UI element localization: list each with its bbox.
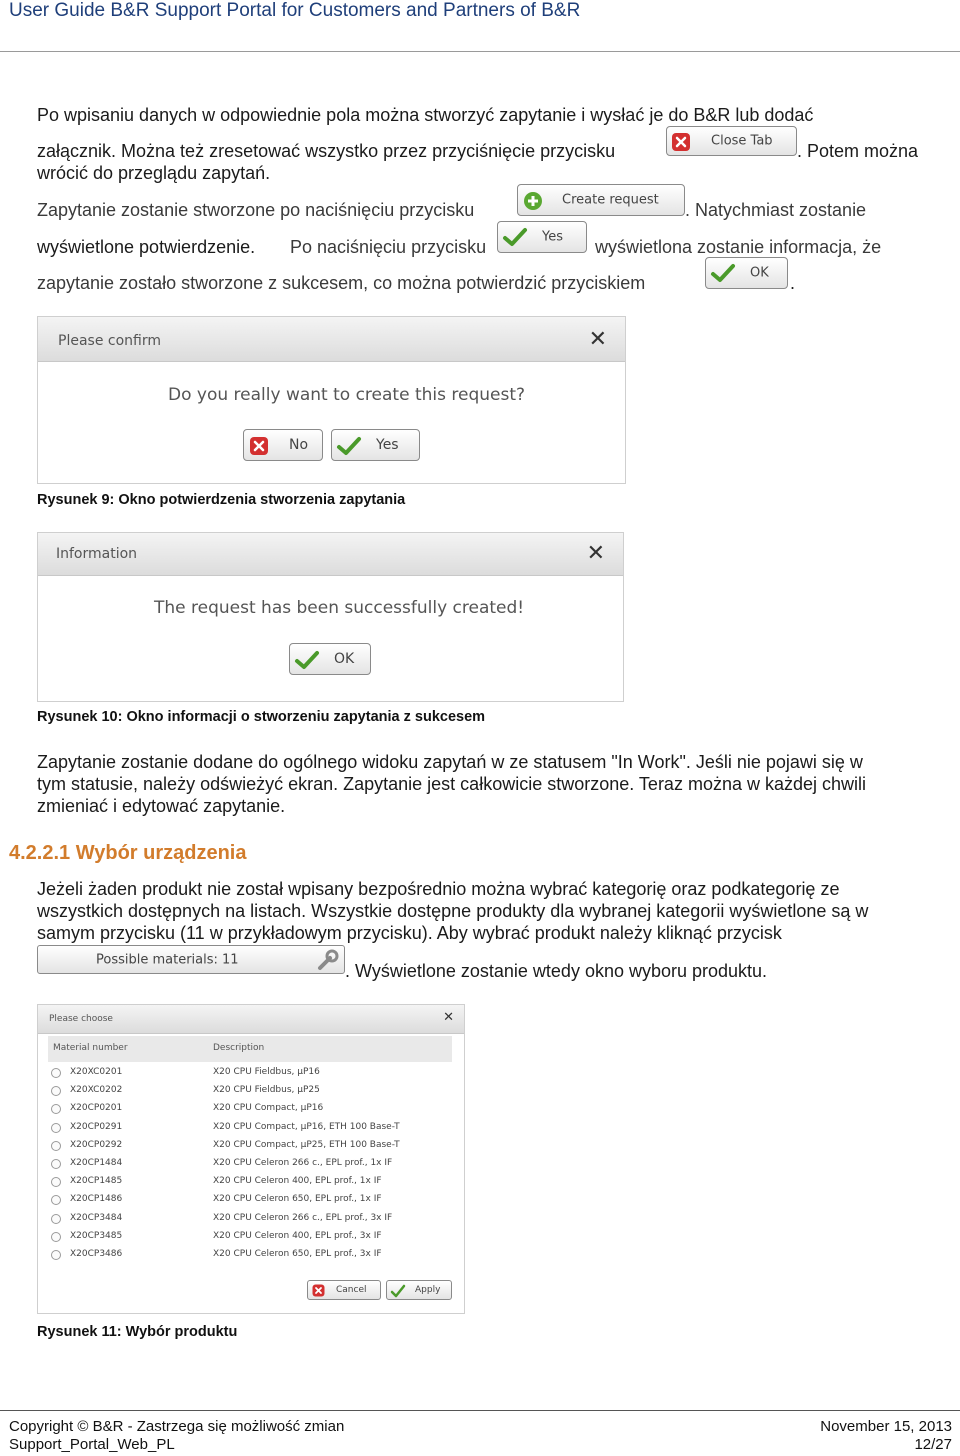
close-icon[interactable]: ✕ (588, 327, 607, 352)
ok-button-image: OK (705, 257, 788, 289)
table-row[interactable] (48, 1083, 452, 1101)
material-number-cell: X20CP3486 (70, 1249, 123, 1259)
choose-dialog-title: Please choose (49, 1014, 113, 1024)
check-green-icon (710, 263, 736, 283)
footer-page-number: 12/27 (914, 1436, 952, 1453)
paragraph1-line4a: Zapytanie zostanie stworzone po naciśnięciu przycisku (37, 200, 475, 220)
paragraph1-line5b: Po naciśnięciu przycisku (290, 237, 487, 257)
row-radio-button[interactable] (51, 1159, 61, 1169)
info-dialog-title: Information (56, 546, 138, 562)
paragraph2-line1: Zapytanie zostanie dodane do ogólnego widoku zapytań w ze statusem "In Work". Jeśli nie pojawi się w (37, 752, 863, 772)
close-red-icon (671, 132, 691, 152)
row-radio-button[interactable] (51, 1068, 61, 1078)
table-row[interactable] (48, 1247, 452, 1265)
material-number-cell: X20CP0292 (70, 1139, 123, 1150)
row-radio-button[interactable] (51, 1086, 61, 1096)
confirm-dialog-message: Do you really want to create this request? (168, 385, 526, 405)
description-cell: X20 CPU Celeron 266 c., EPL prof., 1x IF (213, 1158, 393, 1168)
footer-copyright: Copyright © B&R - Zastrzega się możliwość zmian (9, 1418, 345, 1435)
no-button[interactable]: No (243, 429, 323, 461)
possible-materials-button-image: Possible materials: 11 (37, 945, 345, 974)
figure11-caption: Rysunek 11: Wybór produktu (37, 1324, 238, 1340)
create-request-button-image: Create request (517, 184, 685, 216)
description-cell: X20 CPU Compact, µP16 (213, 1103, 324, 1114)
paragraph1-line4b: . Natychmiast zostanie (685, 200, 867, 220)
document-header-title: User Guide B&R Support Portal for Customers and Partners of B&R (9, 0, 581, 21)
material-number-cell: X20CP0291 (70, 1121, 123, 1132)
header-divider (0, 51, 960, 52)
description-cell: X20 CPU Celeron 400, EPL prof., 3x IF (213, 1230, 382, 1241)
confirm-dialog (37, 316, 626, 484)
close-red-icon (249, 436, 269, 456)
description-cell: X20 CPU Compact, µP16, ETH 100 Base-T (213, 1121, 400, 1132)
paragraph1-line6a: zapytanie zostało stworzone z sukcesem, co można potwierdzić przyciskiem (37, 273, 646, 293)
table-row[interactable] (48, 1120, 452, 1138)
paragraph1-line2a: załącznik. Można też zresetować wszystko przez przyciśnięcie przycisku (37, 141, 616, 161)
confirm-dialog-title: Please confirm (58, 333, 161, 349)
row-radio-button[interactable] (51, 1232, 61, 1242)
material-number-cell: X20CP1486 (70, 1194, 123, 1205)
table-row[interactable] (48, 1101, 452, 1119)
check-green-icon (390, 1284, 406, 1298)
row-radio-button[interactable] (51, 1141, 61, 1151)
table-row[interactable] (48, 1174, 452, 1192)
material-number-cell: X20CP1484 (70, 1158, 123, 1168)
info-dialog-message: The request has been successfully created! (154, 598, 525, 618)
cancel-button[interactable]: Cancel (307, 1280, 381, 1300)
check-green-icon (294, 650, 320, 670)
description-cell: X20 CPU Fieldbus, µP16 (213, 1067, 320, 1077)
column-header-material: Material number (53, 1043, 128, 1053)
material-number-cell: X20CP3485 (70, 1230, 123, 1241)
paragraph1-line2b: . Potem można (797, 141, 919, 161)
description-cell: X20 CPU Compact, µP25, ETH 100 Base-T (213, 1139, 400, 1150)
check-green-icon (502, 227, 528, 247)
yes-button-image: Yes (497, 221, 587, 253)
paragraph1-line5c: wyświetlona zostanie informacja, że (595, 237, 882, 257)
apply-button[interactable]: Apply (386, 1280, 452, 1300)
info-dialog (37, 532, 624, 702)
figure10-caption: Rysunek 10: Okno informacji o stworzeniu zapytania z sukcesem (37, 709, 486, 725)
table-row[interactable] (48, 1065, 452, 1083)
footer-divider (0, 1410, 960, 1411)
material-number-cell: X20XC0201 (70, 1067, 123, 1077)
row-radio-button[interactable] (51, 1104, 61, 1114)
paragraph3-line1: Jeżeli żaden produkt nie został wpisany bezpośrednio można wybrać kategorię oraz podkategorię ze (37, 879, 840, 899)
footer-doc-name: Support_Portal_Web_PL (9, 1436, 175, 1453)
table-row[interactable] (48, 1192, 452, 1210)
close-icon[interactable]: ✕ (443, 1010, 454, 1025)
material-number-cell: X20CP1485 (70, 1176, 123, 1187)
material-number-cell: X20XC0202 (70, 1085, 123, 1096)
paragraph1-line5a: wyświetlone potwierdzenie. (37, 237, 256, 257)
paragraph2-line2: tym statusie, należy odświeżyć ekran. Zapytanie jest całkowicie stworzone. Teraz można w każdej chwili (37, 774, 867, 794)
table-row[interactable] (48, 1138, 452, 1156)
table-row[interactable] (48, 1229, 452, 1247)
check-green-icon (336, 436, 362, 456)
ok-button[interactable]: OK (289, 643, 371, 675)
material-number-cell: X20CP3484 (70, 1212, 123, 1223)
row-radio-button[interactable] (51, 1250, 61, 1260)
close-red-icon (312, 1284, 325, 1297)
paragraph3-line3: samym przycisku (11 w przykładowym przycisku). Aby wybrać produkt należy kliknąć przycisk (37, 923, 782, 943)
row-radio-button[interactable] (51, 1177, 61, 1187)
plus-green-icon (523, 191, 543, 211)
close-tab-button-image: Close Tab (666, 126, 797, 156)
row-radio-button[interactable] (51, 1123, 61, 1133)
paragraph1-line1: Po wpisaniu danych w odpowiednie pola można stworzyć zapytanie i wysłać je do B&R lub dodać (37, 105, 814, 125)
figure9-caption: Rysunek 9: Okno potwierdzenia stworzenia zapytania (37, 492, 406, 508)
row-radio-button[interactable] (51, 1214, 61, 1224)
paragraph3-line2: wszystkich dostępnych na listach. Wszystkie dostępne produkty dla wybranej kategorii wyświetlone są w (37, 901, 869, 921)
table-row[interactable] (48, 1156, 452, 1174)
description-cell: X20 CPU Celeron 650, EPL prof., 3x IF (213, 1249, 382, 1259)
description-cell: X20 CPU Celeron 650, EPL prof., 1x IF (213, 1194, 382, 1205)
yes-button[interactable]: Yes (331, 429, 420, 461)
column-header-description: Description (213, 1043, 265, 1053)
table-row[interactable] (48, 1211, 452, 1229)
description-cell: X20 CPU Fieldbus, µP25 (213, 1085, 320, 1096)
wrench-icon (316, 949, 340, 971)
description-cell: X20 CPU Celeron 400, EPL prof., 1x IF (213, 1176, 382, 1187)
section-heading: 4.2.2.1 Wybór urządzenia (9, 842, 247, 864)
description-cell: X20 CPU Celeron 266 c., EPL prof., 3x IF (213, 1212, 393, 1223)
row-radio-button[interactable] (51, 1195, 61, 1205)
paragraph1-line3: wrócić do przeglądu zapytań. (37, 163, 271, 183)
material-number-cell: X20CP0201 (70, 1103, 123, 1114)
paragraph1-line6b: . (790, 273, 796, 293)
close-icon[interactable]: ✕ (586, 541, 605, 566)
paragraph3-line4: . Wyświetlone zostanie wtedy okno wyboru produktu. (345, 961, 768, 981)
paragraph2-line3: zmieniać i edytować zapytanie. (37, 796, 286, 816)
footer-date: November 15, 2013 (820, 1418, 952, 1435)
